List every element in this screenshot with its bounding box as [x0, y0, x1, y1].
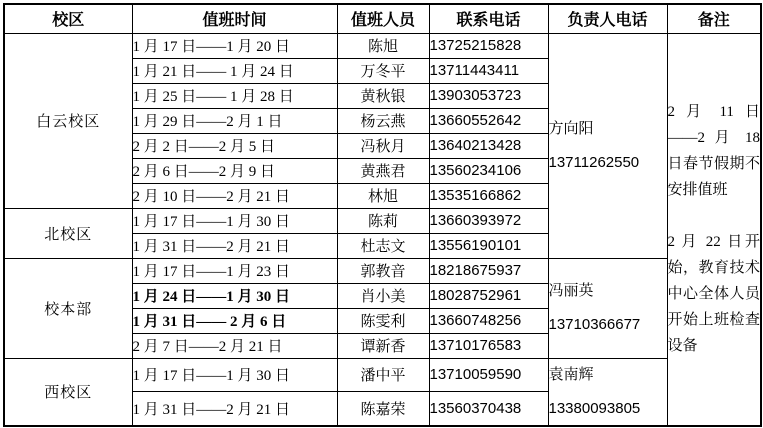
manager-phone: 13710366677 [548, 316, 641, 333]
duty-schedule-table [3, 3, 762, 427]
manager-phone: 13380093805 [548, 399, 641, 417]
table-row [4, 258, 761, 283]
contact-phone-cell: 13660748256 [429, 308, 548, 333]
duty-time-cell: 2 月 10 日——2 月 21 日 [132, 183, 337, 208]
duty-time-cell: 1 月 24 日——1 月 30 日 [132, 283, 337, 308]
header-campus: 校区 [4, 4, 132, 33]
duty-time-cell: 1 月 21 日—— 1 月 24 日 [132, 58, 337, 83]
manager-name: 冯丽英 [548, 283, 594, 299]
duty-time-cell: 1 月 31 日—— 2 月 6 日 [132, 308, 337, 333]
manager-name: 方向阳 [548, 120, 594, 137]
remarks-cell [667, 33, 761, 426]
duty-time-cell: 1 月 29 日——2 月 1 日 [132, 108, 337, 133]
header-duty-time: 值班时间 [132, 4, 337, 33]
duty-time-cell: 2 月 7 日——2 月 21 日 [132, 333, 337, 358]
duty-person-cell: 杨云燕 [337, 108, 429, 133]
remark-paragraph: 2 月 22 日开始，教育技术中心全体人员开始上班检查设备 [667, 234, 760, 354]
duty-person-cell: 陈雯利 [337, 308, 429, 333]
duty-person-cell: 黄燕君 [337, 158, 429, 183]
contact-phone-cell: 13711443411 [429, 58, 548, 83]
duty-time-cell: 1 月 17 日——1 月 20 日 [132, 33, 337, 58]
duty-person-cell: 冯秋月 [337, 133, 429, 158]
campus-cell: 白云校区 [4, 33, 132, 208]
duty-time-cell: 1 月 17 日——1 月 30 日 [132, 208, 337, 233]
duty-person-cell: 万冬平 [337, 58, 429, 83]
header-row [4, 4, 761, 33]
contact-phone-cell: 13535166862 [429, 183, 548, 208]
duty-person-cell: 杜志文 [337, 233, 429, 258]
contact-phone-cell: 13556190101 [429, 233, 548, 258]
header-duty-person: 值班人员 [337, 4, 429, 33]
manager-phone-cell [548, 258, 667, 358]
duty-time-cell: 2 月 6 日——2 月 9 日 [132, 158, 337, 183]
remark-paragraph: 2 月 11 日——2 月 18 日春节假期不安排值班 [667, 104, 760, 198]
duty-person-cell: 陈嘉荣 [337, 392, 429, 426]
duty-person-cell: 黄秋银 [337, 83, 429, 108]
contact-phone-cell: 13725215828 [429, 33, 548, 58]
header-contact-phone: 联系电话 [429, 4, 548, 33]
campus-cell: 校本部 [4, 258, 132, 358]
header-remarks: 备注 [667, 4, 761, 33]
contact-phone-cell: 13640213428 [429, 133, 548, 158]
duty-person-cell: 潘中平 [337, 358, 429, 392]
duty-person-cell: 郭教音 [337, 258, 429, 283]
table-row [4, 33, 761, 58]
contact-phone-cell: 18028752961 [429, 283, 548, 308]
contact-phone-cell: 13660552642 [429, 108, 548, 133]
duty-time-cell: 1 月 17 日——1 月 30 日 [132, 358, 337, 392]
contact-phone-cell: 13560370438 [429, 392, 548, 426]
duty-person-cell: 林旭 [337, 183, 429, 208]
duty-time-cell: 1 月 31 日——2 月 21 日 [132, 233, 337, 258]
contact-phone-cell: 18218675937 [429, 258, 548, 283]
table-row [4, 358, 761, 392]
manager-name: 袁南辉 [548, 366, 594, 383]
duty-time-cell: 1 月 31 日——2 月 21 日 [132, 392, 337, 426]
manager-phone: 13711262550 [548, 153, 640, 171]
campus-cell: 北校区 [4, 208, 132, 258]
duty-person-cell: 谭新香 [337, 333, 429, 358]
duty-person-cell: 陈莉 [337, 208, 429, 233]
campus-cell: 西校区 [4, 358, 132, 426]
duty-person-cell: 肖小美 [337, 283, 429, 308]
contact-phone-cell: 13903053723 [429, 83, 548, 108]
duty-time-cell: 1 月 17 日——1 月 23 日 [132, 258, 337, 283]
manager-phone-cell [548, 358, 667, 426]
contact-phone-cell: 13710059590 [429, 358, 548, 392]
manager-phone-cell [548, 33, 667, 258]
duty-time-cell: 1 月 25 日—— 1 月 28 日 [132, 83, 337, 108]
header-manager-phone: 负责人电话 [548, 4, 667, 33]
contact-phone-cell: 13710176583 [429, 333, 548, 358]
duty-time-cell: 2 月 2 日——2 月 5 日 [132, 133, 337, 158]
contact-phone-cell: 13660393972 [429, 208, 548, 233]
contact-phone-cell: 13560234106 [429, 158, 548, 183]
duty-person-cell: 陈旭 [337, 33, 429, 58]
